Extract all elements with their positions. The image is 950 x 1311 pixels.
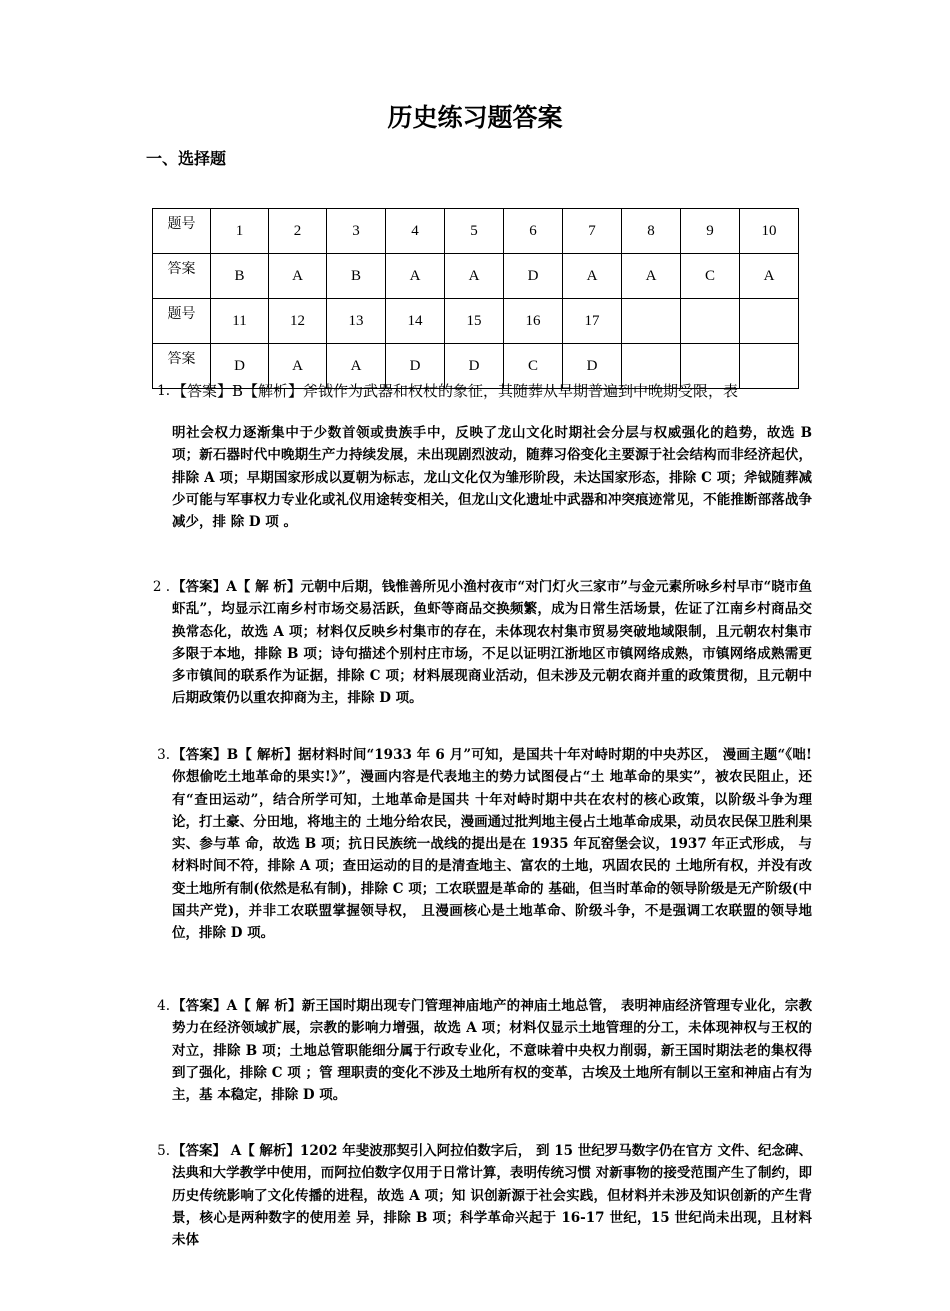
- table-cell: 5: [445, 209, 504, 254]
- answer-first-line: 【答案】B【解析】斧钺作为武器和权杖的象征，其随葬从早期普遍到中晚期受限，表: [172, 382, 739, 400]
- answer-3: [157, 744, 812, 945]
- table-cell: 6: [504, 209, 563, 254]
- table-cell: D: [563, 344, 622, 389]
- page-title: 历史练习题答案: [387, 103, 563, 132]
- row-label: 答案: [153, 254, 211, 299]
- table-cell: D: [211, 344, 269, 389]
- answer-number: 1.: [157, 383, 170, 399]
- answer-4: [157, 995, 812, 1106]
- table-cell: 9: [681, 209, 740, 254]
- row-label: 题号: [153, 209, 211, 254]
- table-row: [153, 209, 799, 254]
- table-cell: 12: [269, 299, 327, 344]
- answer-5: [157, 1140, 812, 1251]
- answer-number: 2 .: [152, 579, 170, 595]
- answer-text: 【答案】A【 解 析】元朝中后期，钱惟善所见小渔村夜市“对门灯火三家市”与金元素所咏乡村早市“晓市鱼虾乱”，均显示江南乡村市场交易活跃，鱼虾等商品交换频繁，成为日常生活场景，佐证了江南乡村商品交换常态化，故选 A 项；材料仅反映乡村集市的存在，未体现农村集市贸易突破地域限制，且元朝农村集市多限于本地，排除 B 项；诗句描述个别村庄市场，不足以证明江浙地区市镇网络成熟，市镇网络成熟需更多市镇间的联系作为证据，排除 C 项；材料展现商业活动，但未涉及元朝农商并重的政策贯彻，且元朝中后期政策仍以重农抑商为主，排除 D 项。: [172, 579, 812, 707]
- table-cell: 1: [211, 209, 269, 254]
- table-cell: A: [386, 254, 445, 299]
- table-cell: 17: [563, 299, 622, 344]
- table-cell: A: [622, 254, 681, 299]
- table-cell: 16: [504, 299, 563, 344]
- table-cell: 13: [327, 299, 386, 344]
- table-cell: 15: [445, 299, 504, 344]
- answer-text: 【答案】 A【 解析】1202 年斐波那契引入阿拉伯数字后， 到 15 世纪罗马数字仍在官方 文件、纪念碑、法典和大学教学中使用，而阿拉伯数字仅用于日常计算，表明传统习惯 对新事物的接受范围产生了制约，即历史传统影响了文化传播的进程，故选 A 项；知 识创新源于社会实践，但材料并未涉及知识创新的产生背景，核心是两种数字的使用差 异，排除 B 项；科学革命兴起于 16-17 世纪，15 世纪尚未出现，且材料未体: [172, 1143, 812, 1249]
- table-cell: 3: [327, 209, 386, 254]
- table-cell: D: [445, 344, 504, 389]
- table-cell: A: [327, 344, 386, 389]
- table-cell: 14: [386, 299, 445, 344]
- table-cell: 10: [740, 209, 799, 254]
- answer-number: 5.: [157, 1143, 170, 1159]
- answer-number: 3.: [157, 747, 170, 763]
- table-cell: 11: [211, 299, 269, 344]
- table-cell: B: [211, 254, 269, 299]
- table-cell: [622, 299, 681, 344]
- table-cell: A: [563, 254, 622, 299]
- row-label: 答案: [153, 344, 211, 389]
- table-cell: C: [504, 344, 563, 389]
- table-cell: A: [269, 254, 327, 299]
- answer-text: 【答案】A【 解 析】新王国时期出现专门管理神庙地产的神庙土地总管， 表明神庙经济管理专业化，宗教势力在经济领域扩展，宗教的影响力增强，故选 A 项；材料仅显示土地管理的分工，未体现神权与王权的对立，排除 B 项；土地总管职能细分属于行政专业化，不意味着中央权力削弱，新王国时期法老的集权得到了强化，排除 C 项 ；管 理职责的变化不涉及土地所有权的变革，古埃及土地所有制以王室和神庙占有为主，基 本稳定，排除 D 项。: [172, 998, 812, 1104]
- table-cell: [681, 299, 740, 344]
- answer-number: 4.: [157, 998, 170, 1014]
- table-cell: [740, 299, 799, 344]
- table-cell: 8: [622, 209, 681, 254]
- row-label: 题号: [153, 299, 211, 344]
- table-row: [153, 299, 799, 344]
- table-cell: A: [269, 344, 327, 389]
- answer-text: 明社会权力逐渐集中于少数首领或贵族手中，反映了龙山文化时期社会分层与权威强化的趋势，故选 B 项；新石器时代中晚期生产力持续发展，未出现剧烈波动，随葬习俗变化主要源于社会结构而非经济起伏，排除 A 项；早期国家形成以夏朝为标志，龙山文化仅为雏形阶段，未达国家形态，排除 C 项；斧钺随葬减少可能与军事权力专业化或礼仪用途转变相关，但龙山文化遗址中武器和冲突痕迹常见，不能推断部落战争减少，排 除 D 项 。: [172, 425, 812, 531]
- table-cell: 7: [563, 209, 622, 254]
- answer-text: 【答案】B【 解析】据材料时间“1933 年 6 月”可知，是国共十年对峙时期的中央苏区， 漫画主题“《咄!你想偷吃土地革命的果实!》”，漫画内容是代表地主的势力试图侵占“土 地革命的果实”，被农民阻止，还有“查田运动”，结合所学可知，土地革命是国共 十年对峙时期中共在农村的核心政策，以阶级斗争为理论，打土豪、分田地，将地主的 土地分给农民，漫画通过批判地主侵占土地革命成果，动员农民保卫胜利果实、参与革 命，故选 B 项；抗日民族统一战线的提出是在 1935 年瓦窑堡会议，1937 年正式形成， 与材料时间不符，排除 A 项；查田运动的目的是清查地主、富农的土地，巩固农民的 土地所有权，并没有改变土地所有制(依然是私有制)，排除 C 项；工农联盟是革命的 基础，但当时革命的领导阶级是无产阶级(中国共产党)，并非工农联盟掌握领导权， 且漫画核心是土地革命、阶级斗争，不是强调工农联盟的领导地位，排除 D 项。: [172, 747, 812, 942]
- table-cell: D: [386, 344, 445, 389]
- table-cell: C: [681, 254, 740, 299]
- table-cell: 2: [269, 209, 327, 254]
- answer-table: [152, 208, 799, 389]
- table-cell: B: [327, 254, 386, 299]
- table-row: [153, 254, 799, 299]
- answer-2: [152, 576, 812, 710]
- table-cell: A: [740, 254, 799, 299]
- section-heading: 一、选择题: [146, 149, 227, 168]
- table-cell: [740, 344, 799, 389]
- table-cell: 4: [386, 209, 445, 254]
- table-cell: D: [504, 254, 563, 299]
- table-cell: A: [445, 254, 504, 299]
